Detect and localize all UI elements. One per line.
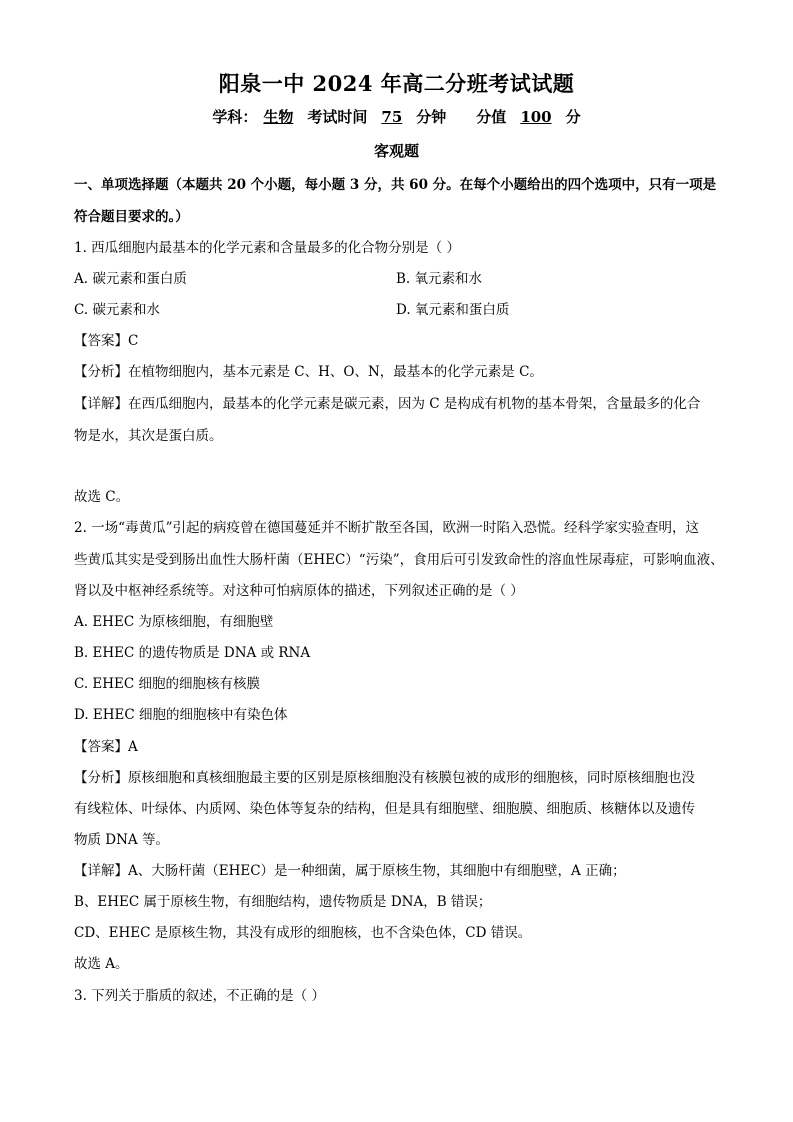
q2-option-b: B. EHEC 的遗传物质是 DNA 或 RNA	[74, 645, 311, 661]
q2-analysis-line-2: 有线粒体、叶绿体、内质网、染色体等复杂的结构，但是具有细胞壁、细胞膜、细胞质、核糖体以及遗传	[74, 801, 695, 817]
q2-stem-line-1: 2. 一场“毒黄瓜”引起的病疫曾在德国蔓延并不断扩散至各国，欧洲一时陷入恐慌。经科学家实验查明，这	[74, 520, 699, 536]
q2-option-d: D. EHEC 细胞的细胞核中有染色体	[74, 707, 288, 723]
q1-option-c: C. 碳元素和水	[74, 302, 160, 318]
q1-stem: 1. 西瓜细胞内最基本的化学元素和含量最多的化合物分别是（ ）	[74, 240, 460, 256]
instructions-line-2: 符合题目要求的。）	[74, 209, 189, 225]
q2-detail-line-1: 【详解】A、大肠杆菌（EHEC）是一种细菌，属于原核生物，其细胞中有细胞壁，A 正确；	[74, 863, 626, 879]
score-unit: 分	[565, 108, 581, 126]
subject-label: 学科：	[212, 108, 258, 126]
q2-option-c: C. EHEC 细胞的细胞核有核膜	[74, 676, 261, 692]
q1-conclusion: 故选 C。	[74, 489, 130, 505]
time-label: 考试时间	[307, 108, 368, 126]
q2-conclusion: 故选 A。	[74, 956, 129, 972]
time-unit: 分钟	[416, 108, 447, 126]
q2-answer: 【答案】A	[74, 739, 138, 755]
subject-value: 生物	[263, 108, 294, 126]
q1-answer: 【答案】C	[74, 333, 139, 349]
q1-option-row-2	[74, 298, 724, 318]
instructions-line-1: 一、单项选择题（本题共 20 个小题，每小题 3 分，共 60 分。在每个小题给出的四个选项中，只有一项是	[74, 177, 717, 193]
score-label: 分值	[476, 108, 507, 126]
q1-option-d: D. 氧元素和蛋白质	[396, 302, 510, 318]
q2-stem-line-2: 些黄瓜其实是受到肠出血性大肠杆菌（EHEC）“污染”，食用后可引发致命性的溶血性尿毒症，可影响血液、	[74, 552, 724, 568]
q1-analysis: 【分析】在植物细胞内，基本元素是 C、H、O、N，最基本的化学元素是 C。	[74, 364, 543, 380]
q1-detail-line-1: 【详解】在西瓜细胞内，最基本的化学元素是碳元素，因为 C 是构成有机物的基本骨架，含量最多的化合	[74, 396, 701, 412]
section-title: 客观题	[373, 142, 419, 160]
exam-info	[0, 106, 793, 127]
q2-detail-line-3: CD、EHEC 是原核生物，其没有成形的细胞核，也不含染色体，CD 错误。	[74, 925, 532, 941]
q2-analysis-line-1: 【分析】原核细胞和真核细胞最主要的区别是原核细胞没有核膜包被的成形的细胞核，同时原核细胞也没	[74, 770, 695, 786]
q2-stem-line-3: 肾以及中枢神经系统等。对这种可怕病原体的描述，下列叙述正确的是（ ）	[74, 583, 524, 599]
q1-option-a: A. 碳元素和蛋白质	[74, 271, 187, 287]
q1-option-row-1	[74, 267, 724, 287]
q3-stem: 3. 下列关于脂质的叙述，不正确的是（ ）	[74, 988, 325, 1004]
score-value: 100	[520, 108, 552, 126]
q1-option-b: B. 氧元素和水	[396, 271, 483, 287]
time-value: 75	[381, 108, 403, 126]
q1-detail-line-2: 物是水，其次是蛋白质。	[74, 428, 223, 444]
q2-option-a: A. EHEC 为原核细胞，有细胞壁	[74, 614, 274, 630]
q2-analysis-line-3: 物质 DNA 等。	[74, 832, 169, 848]
q2-detail-line-2: B、EHEC 属于原核生物，有细胞结构，遗传物质是 DNA，B 错误；	[74, 894, 492, 910]
page-title: 阳泉一中 2024 年高二分班考试试题	[218, 71, 575, 96]
